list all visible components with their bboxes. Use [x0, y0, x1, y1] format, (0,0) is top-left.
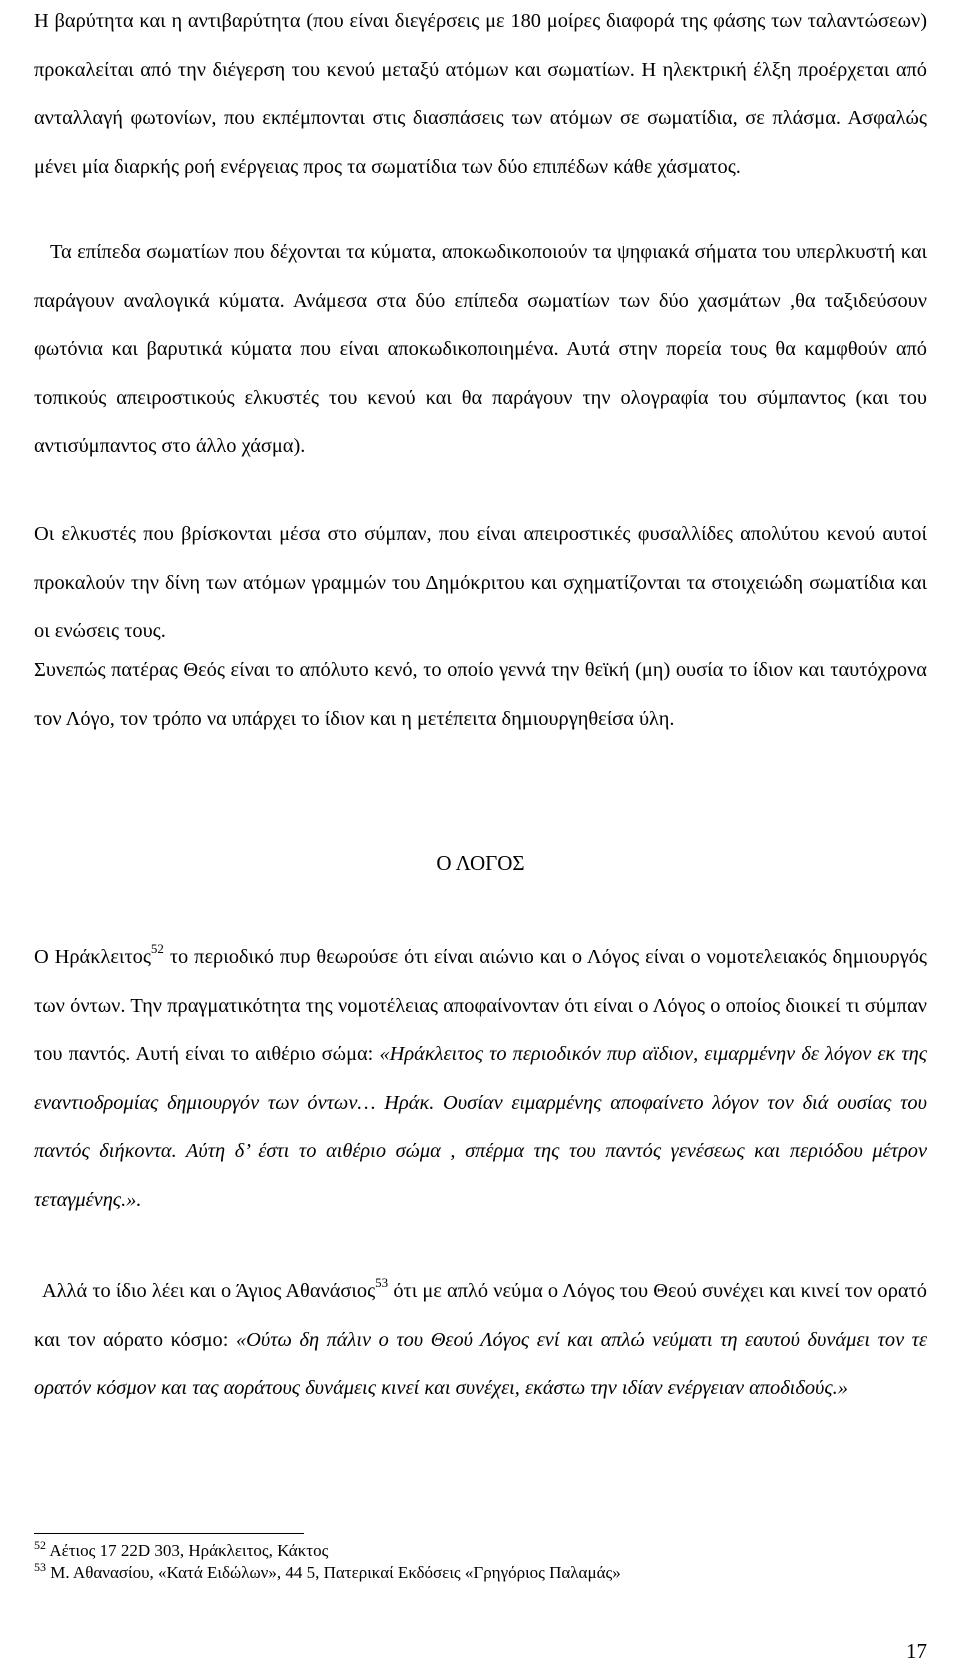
paragraph-decoding: Τα επίπεδα σωματίων που δέχονται τα κύματα, αποκωδικοποιούν τα ψηφιακά σήματα του υπερλκυστή και παράγουν αναλογικά κύματα. Ανάμεσα στα δύο επίπεδα σωματίων των δύο χασμάτων ,θα ταξιδεύσουν φωτόνια και βαρυτικά κύματα που είναι αποκωδικοποιημένα. Αυτά στην πορεία τους θα καμφθούν από τοπικούς απειροστικούς ελκυστές του κενού και θα παράγουν την ολογραφία του σύμπαντος (και του αντισύμπαντος στο άλλο χάσμα). — [34, 241, 927, 457]
heraclitus-quote: «Ηράκλειτος το περιοδικόν πυρ αϊδιον, ειμαρμένην δε λόγον εκ της εναντιοδρομίας δημιουργόν των όντων… Ηράκ. Ουσίαν ειμαρμένης αποφαίνετο λόγον τον διά ουσίας του παντός διήκοντα. Αύτη δ’ έστι το αιθέριο σώμα , σπέρμα της του παντός γενέσεως και περιόδου μέτρον τεταγμένης.». — [34, 1043, 928, 1211]
document-page — [34, 0, 927, 1676]
footnotes — [34, 1540, 927, 1584]
heraclitus-text: το περιοδικό πυρ θεωρούσε ότι είναι αιώνιο και ο Λόγος είναι ο νομοτελειακός δημιουργός των όντων. Την πραγματικότητα της νομοτέλειας αποφαίνονταν ότι είναι ο Λόγος ο οποίος διοικεί τι σύμπαν του παντός. Αυτή είναι το αιθέριο σώμα: — [34, 946, 927, 1065]
footnote-ref-52[interactable]: 52 — [150, 941, 164, 956]
footnote-text: Αέτιος 17 22D 303, Ηράκλειτος, Κάκτος — [49, 1541, 329, 1560]
athanasius-text: ότι με απλό νεύμα ο Λόγος του Θεού συνέχει και κινεί τον ορατό και τον αόρατο κόσμο: — [34, 1280, 927, 1351]
paragraph-athanasius — [34, 1267, 927, 1413]
paragraph-attractors: Οι ελκυστές που βρίσκονται μέσα στο σύμπαν, που είναι απειροστικές φυσαλλίδες απολύτου κενού αυτοί προκαλούν την δίνη των ατόμων γραμμών του Δημόκριτου και σχηματίζονται τα στοιχειώδη σωματίδια και οι ενώσεις τους. — [34, 523, 927, 642]
paragraph-gravity: Η βαρύτητα και η αντιβαρύτητα (που είναι διεγέρσεις με 180 μοίρες διαφορά της φάσης των ταλαντώσεων) προκαλείται από την διέγερση του κενού μεταξύ ατόμων και σωματίων. Η ηλεκτρική έλξη προέρχεται από ανταλλαγή φωτονίων, που εκπέμπονται στις διασπάσεις των ατόμων σε σωματίδια, σε πλάσμα. Ασφαλώς μένει μία διαρκής ροή ενέργειας προς τα σωματίδια των δύο επιπέδων κάθε χάσματος. — [34, 10, 927, 178]
page-number: 17 — [906, 1639, 927, 1663]
footnote-ref-53[interactable]: 53 — [375, 1275, 389, 1290]
section-heading: Ο ΛΟΓΟΣ — [436, 851, 525, 875]
footnote-number: 52 — [34, 1538, 46, 1552]
athanasius-intro: Αλλά το ίδιο λέει και ο Άγιος Αθανάσιος — [42, 1280, 376, 1302]
footnote-text: Μ. Αθανασίου, «Κατά Ειδώλων», 44 5, Πατερικαί Εκδόσεις «Γρηγόριος Παλαμάς» — [50, 1563, 621, 1582]
footnote-divider — [34, 1533, 304, 1534]
heraclitus-intro: Ο Ηράκλειτος — [34, 946, 151, 968]
paragraph-heraclitus — [34, 933, 927, 1224]
footnote-number: 53 — [34, 1560, 46, 1574]
footnote-52 — [34, 1540, 927, 1562]
paragraph-conclusion: Συνεπώς πατέρας Θεός είναι το απόλυτο κενό, το οποίο γεννά την θεϊκή (μη) ουσία το ίδιον και ταυτόχρονα τον Λόγο, τον τρόπο να υπάρχει το ίδιον και η μετέπειτα δημιουργηθείσα ύλη. — [34, 659, 927, 730]
footnote-53 — [34, 1562, 927, 1584]
athanasius-quote: «Ούτω δη πάλιν ο του Θεού Λόγος ενί και απλώ νεύματι τη εαυτού δυνάμει τον τε ορατόν κόσμον και τας αοράτους δυνάμεις κινεί και συνέχει, εκάστω την ιδίαν ενέργειαν αποδιδούς.» — [34, 1328, 927, 1399]
